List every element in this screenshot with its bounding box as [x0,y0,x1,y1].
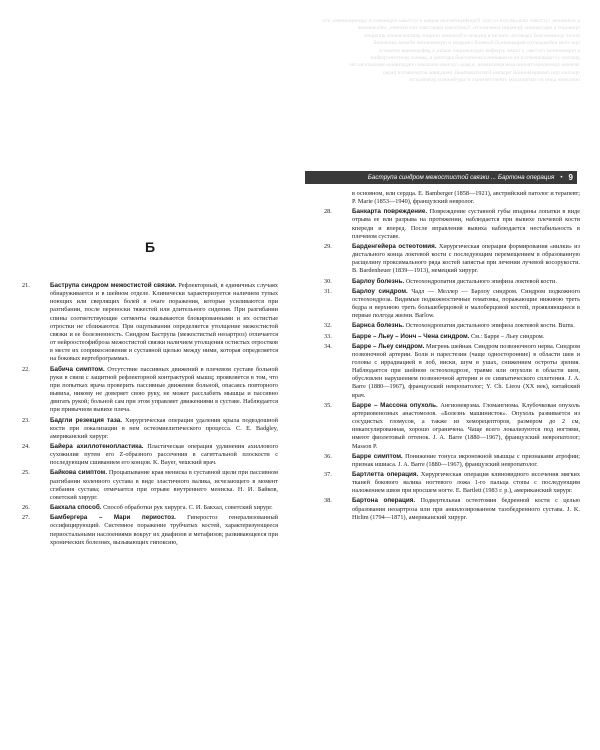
entry-number: 23. [22,416,30,424]
entry-term: Барре – Льеу синдром. [352,342,425,350]
entry-definition: Способ обработки рук хирурга. С. И. Бакхал, советский хирург. [101,504,273,512]
entry-term: Байера ахиллотенопластика. [50,442,144,450]
dictionary-entry [22,443,278,467]
entry-definition: Отсутствие пассивных движений в плечевом суставе больной руки в связи с защитной рефлекторной контрактурой мышц; проявляется в том, что при попытках врача проверить пассивные движения больной, опасаясь повторного вывиха, никому не доверяет свою руку, не может расслабить мышцы и пассивно двигать рукой; больной сам при этом управляет движениями в суставе. Наблюдается при привычном вывихе плеча. [50,365,278,414]
entry-number: 29. [324,242,332,250]
entry-number: 26. [22,504,30,512]
entry-term: Бартона операция. [352,497,416,505]
dictionary-entry [22,514,278,547]
bleed-through-text [20,18,580,85]
entry-term: Барре симптом. [352,452,403,460]
entry-term: Бабича симптом. [50,365,105,373]
entry-body [352,333,580,341]
dictionary-entry [324,322,580,330]
bleed-line: в пораженном суставе, а также атрофия окружающих мышц и деформация сегмента [379,47,580,54]
bleed-line: диагноз устанавливается на основании клинической картины и данных рентгенографии [370,55,580,62]
entry-term: Бадгли резекция таза. [50,416,123,424]
right-entry-list [324,208,580,522]
running-header [305,171,577,184]
entry-body [50,366,278,415]
entry-number: 27. [22,514,30,522]
entry-definition: Процыпывание края мениска в суставной щели при пассивном разгибании коленного сустава в виде эластичного валика, исчезающего в момент сгибания сустава; отмечается при отрыве внутреннего мениска. Н. И. Байков, советский хирург. [50,469,278,501]
entry-number: 33. [324,332,332,340]
entry-term: Барденгейера остеотомия. [352,242,437,250]
entry-body [50,282,278,364]
entry-term: Бартлетта операция. [352,471,419,478]
entry-definition: Хирургическая операция формирования «вилки» из дистального конца локтевой кости с последующим перемещением в образованную расщелину проксимального ряда костей запястья при лечении лучевой косорукости. B. Bardenheuer (1839—1913), немецкий хирург. [352,242,580,275]
dictionary-entry [22,469,278,502]
page-number: 9 [568,173,573,182]
dictionary-entry [324,402,580,451]
bleed-line: при этом наблюдается выраженный болевой синдром и ограничение объема движений [373,40,580,47]
header-bullet: • [560,174,563,181]
right-column [324,190,580,524]
entry-body [352,322,580,330]
dictionary-entry [22,417,278,441]
left-column [22,190,278,549]
entry-term: Баструпа синдром межостистой связки. [50,282,177,289]
entry-term: Бамбергера – Мари периостоз. [50,514,176,522]
dictionary-entry [324,497,580,521]
entry-number: 22. [22,365,30,373]
dictionary-entry [324,333,580,341]
entry-definition: Подвертельная остеотомия бедренной кости с целью образования неоартроза или при анкилозированном тазобедренного сустава. J. K. Hirlim (1794—1871), американский хирург. [352,497,580,521]
entry-definition: Чадл — Меллер — Барлоу синдром. Синдром подкожного остеохондроза. Видимые подкожностичные гематомы, поражающие нижнюю треть бедра и верхнюю треть большеберцовой и малоберцовой костей, проявляющиеся в первые полгода жизни. Barlow. [352,287,581,320]
entry-number: 37. [324,471,332,478]
dictionary-entry [324,278,580,286]
bleed-line: лечение преимущественно консервативное, в ряде случаев показано оперативное вмешательство [348,62,580,69]
entry-number: 35. [324,401,332,409]
entry-definition: Остеохондропатия дистального эпифиза локтевой кости. Burns. [404,322,575,330]
entry-body [50,443,278,467]
entry-body [352,453,580,469]
entry-definition: Повреждение суставной губы впадины лопатки в виде отрыва ее или разрыва на протяжении, наблюдается при вывихе плечевой кости кпереди и вперед. После вправления вывиха наблюдается нестабильность в плечевом суставе. [352,208,580,240]
dictionary-entry [324,471,580,495]
entry-term: Байкова симптом. [50,469,108,477]
entry-term: Барре – Льеу – Ионч – Чена синдром. [352,332,470,340]
bleed-line: носит хронический характер; описан в разделе о болезнях опорно-двигательного аппарата [364,32,580,39]
entry-body [352,497,580,521]
entry-term: Барлоу болезнь. [352,277,405,285]
entry-definition: Мигрень шейная. Синдром позвоночного нерва. Синдром позвоночной артерии. Боли и парестезии (чаще односторонние) в области шеи и головы с иррадиацией в лоб, виски, шум в ушах, снижением остроты зрения. Наблюдается при шейном остеохондрозе, травме или опухоли в области шеи, обусловлен нарушением позвоночной артерии и ее симпатического сплетения. J. A. Barre (1880—1967), французский невропатолог; Y. Ch. Lieou (XX век), китайский врач. [352,342,581,399]
entry-number: 34. [324,342,332,350]
section-letter: Б [144,239,156,255]
bleed-line: прогноз при своевременной терапии благоприятный, рецидивы встречаются редко [382,69,580,76]
dictionary-entry [22,366,278,415]
entry-body [352,471,580,495]
entry-term: Барлоу синдром. [352,287,408,295]
entry-number: 21. [22,282,30,289]
bleed-line: в основном, суставах пальцев рук и стоп. Периферические нервы и суставы поражаются одновременно, что [322,18,580,24]
entry-definition: Гиперостоз генерализованный оссифицирующий. Системное поражение трубчатых костей, характеризующееся периостальными наслоениями вокруг их диафизов и метафизов; развивающееся при хронических болезнях, вызывающих гипоксию, [50,514,278,546]
entry-definition: Ангионеврэма. Гломангиома. Клубочковая опухоль артериовенозных анастомозов. «Болезнь машинисток». Опухоль развивается из сосудистых гломусов, а также из хеморецепторов, размером до 2 см, инкапсулированная, хорошо ограничена. Чаще всего локализуются под ногтями, имеют фиолетовый оттенок. J. A. Barre (1880—1967), французский невропатолог; Masson P. [352,401,580,450]
entry-number: 31. [324,287,332,295]
entry-number: 38. [324,497,332,505]
dictionary-entry [22,504,278,512]
bleed-line: приводит к нарушению функции конечности. Симптомы нарастают постепенно, заболевание [357,25,580,32]
entry-term: Бакхала способ. [50,504,102,512]
entry-number: 28. [324,208,332,216]
entry-body [352,288,580,321]
dictionary-entry [22,282,278,364]
left-entry-list [22,282,278,547]
entry-number: 36. [324,452,332,460]
entry-definition: Остеохондропатия дистального эпифиза локтевой кости. [404,277,557,285]
entry-body [352,243,580,276]
dictionary-entry [324,343,580,400]
entry-body [352,343,580,400]
dictionary-entry [324,243,580,276]
dictionary-entry [324,453,580,469]
entry-term: Банкарта повреждение. [352,208,428,216]
entry-definition: См.: Барре – Льеу синдром. [469,332,545,340]
entry-number: 30. [324,277,332,285]
entry-body [50,417,278,441]
continued-entry-text: в основном, или сердца. E. Bamberger (1858—1921), австрийский патолог и терапевт; P. Marie (1853—1940), французский невролог. [352,190,580,206]
entry-body [352,402,580,451]
entry-definition: Хирургическая операция удаления крыла подвздошной кости при локализации в нем остеомиелитического процесса. C. E. Badgley, американский хирург. [50,416,278,440]
entry-number: 25. [22,469,30,477]
entry-definition: Хирургическая операция клиновидного иссечения мягких тканей бокового валика ногтевого ложа 1-го пальца стопы с последующим наложением швов при вросшем ногте. E. Bartlett (1983 г. р.), американский хирург. [352,471,581,495]
entry-term: Барнса болезнь. [352,322,405,330]
bleed-line: описание дано по материалам отечественных и зарубежных руководств [409,77,580,84]
entry-body [352,278,580,286]
entry-term: Барре – Массона опухоль. [352,401,438,409]
entry-definition: Понижение тонуса икроножной мышцы с признаками атрофии; признак ишиаса. J. A. Barre (1880—1967), французский невропатолог. [352,452,580,468]
entry-number: 24. [22,442,30,450]
entry-number: 32. [324,322,332,330]
entry-body [50,469,278,502]
entry-definition: Рефлекторный, в единичных случаях обнаруживается и в шейном отделе. Клинически характеризуется наличием тупых ноющих или сверлящих болей в очаге поражения, которые усиливаются при разгибании, после переноски тяжестей или длительного сидения. При разгибании спины соответствующие сегменты оказываются блокированными и их остистые отростки не сближаются. При ощупывании определяется утолщение межостистой связки и ее болезненность. Синдром Баструпа (межостистый неоартроз) отличается от нейроостеофиброза межостистой связки наличием утолщения остистых отростков в месте их соприкосновения и суставной щелью между ними, которая определяется на боковых вертеброграммах. [50,282,278,363]
entry-body [50,504,278,512]
running-title: Баструпа синдром межостистой связки ... Бартона операция [367,174,555,181]
entry-body [50,514,278,547]
entry-body [352,208,580,241]
dictionary-entry [324,208,580,241]
dictionary-entry [324,288,580,321]
entry-definition: Пластическая операция удлинения ахиллового сухожилия путем его Z-образного рассечения в сагиттальной плоскости с последующим сшиванием его концов. K. Bayer, чешский врач. [50,442,278,467]
